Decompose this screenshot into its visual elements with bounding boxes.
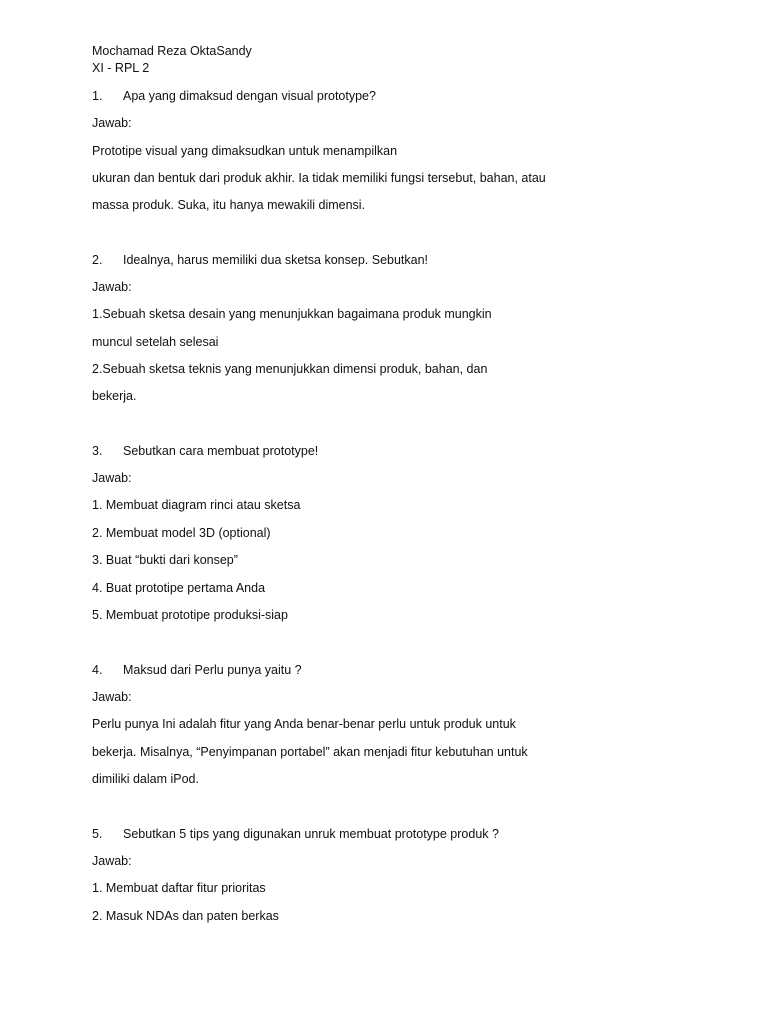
answer-line: dimiliki dalam iPod. [92,772,199,786]
question-number: 1. [92,89,103,103]
answer-label: Jawab: [92,116,132,130]
answer-line: massa produk. Suka, itu hanya mewakili dimensi. [92,198,366,212]
question-text: Maksud dari Perlu punya yaitu ? [123,663,302,677]
question-5 [92,826,499,842]
question-text: Idealnya, harus memiliki dua sketsa konsep. Sebutkan! [123,253,429,267]
class-label: XI - RPL 2 [92,61,150,75]
question-text: Apa yang dimaksud dengan visual prototype? [123,89,376,103]
author-name: Mochamad Reza OktaSandy [92,44,252,58]
question-3 [92,443,318,459]
answer-line: 5. Membuat prototipe produksi-siap [92,608,288,622]
question-2 [92,252,428,268]
answer-line: 1.Sebuah sketsa desain yang menunjukkan bagaimana produk mungkin [92,307,492,321]
answer-line: Prototipe visual yang dimaksudkan untuk menampilkan [92,144,398,158]
question-1 [92,88,376,104]
answer-line: bekerja. [92,389,137,403]
answer-line: ukuran dan bentuk dari produk akhir. Ia tidak memiliki fungsi tersebut, bahan, atau [92,171,546,185]
question-number: 2. [92,253,103,267]
question-number: 4. [92,663,103,677]
answer-line: Perlu punya Ini adalah fitur yang Anda benar-benar perlu untuk produk untuk [92,717,516,731]
question-number: 3. [92,444,103,458]
answer-line: 3. Buat “bukti dari konsep” [92,553,238,567]
answer-label: Jawab: [92,471,132,485]
answer-line: 1. Membuat diagram rinci atau sketsa [92,498,301,512]
answer-line: 2.Sebuah sketsa teknis yang menunjukkan dimensi produk, bahan, dan [92,362,488,376]
answer-line: bekerja. Misalnya, “Penyimpanan portabel” akan menjadi fitur kebutuhan untuk [92,745,528,759]
answer-line: muncul setelah selesai [92,335,219,349]
question-number: 5. [92,827,103,841]
question-4 [92,662,302,678]
answer-label: Jawab: [92,854,132,868]
answer-line: 1. Membuat daftar fitur prioritas [92,881,266,895]
answer-label: Jawab: [92,690,132,704]
answer-label: Jawab: [92,280,132,294]
answer-line: 2. Membuat model 3D (optional) [92,526,271,540]
question-text: Sebutkan cara membuat prototype! [123,444,319,458]
answer-line: 2. Masuk NDAs dan paten berkas [92,909,279,923]
question-text: Sebutkan 5 tips yang digunakan unruk membuat prototype produk ? [123,827,499,841]
answer-line: 4. Buat prototipe pertama Anda [92,581,266,595]
